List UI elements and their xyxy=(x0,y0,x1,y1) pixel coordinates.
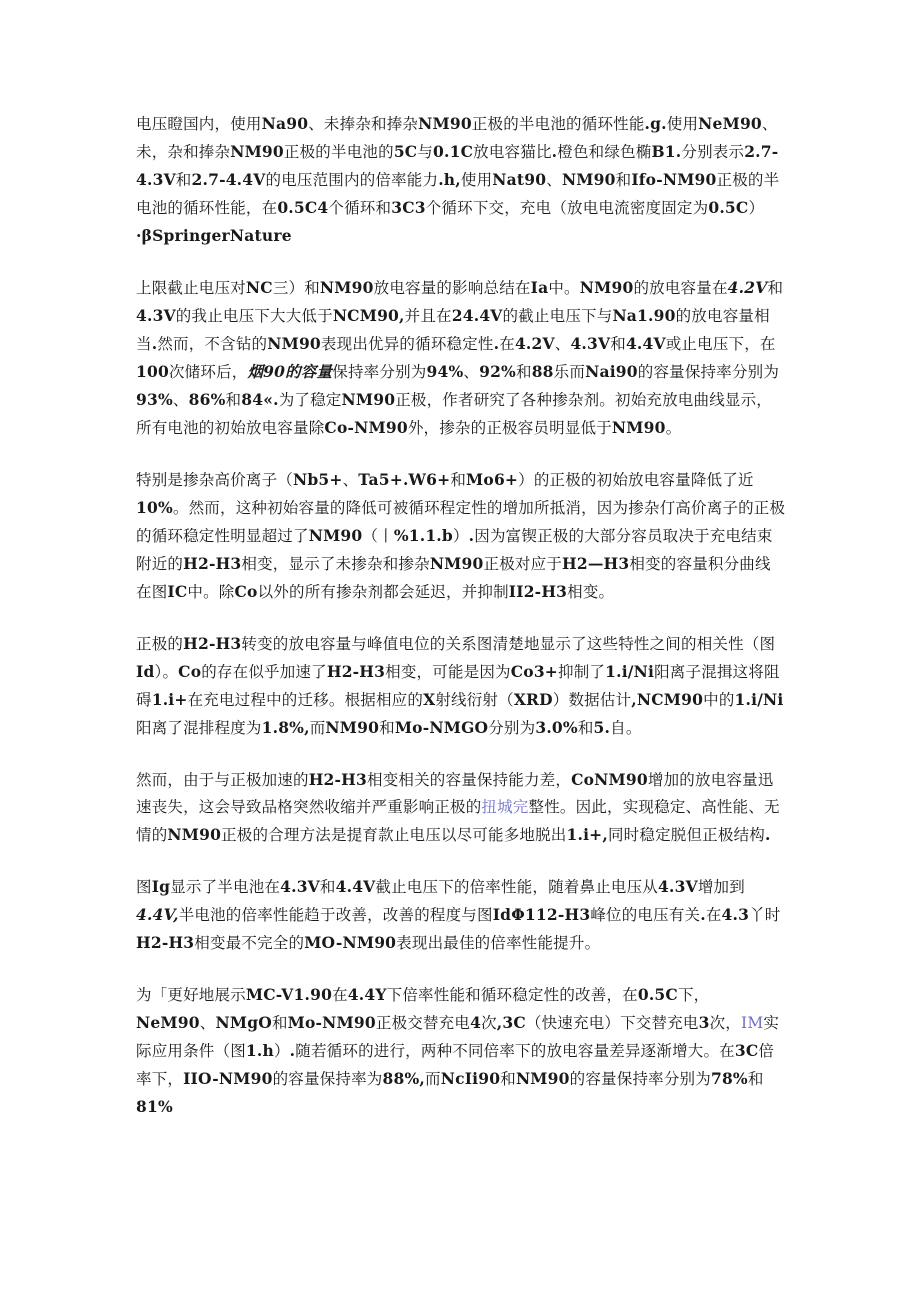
text-run: 和 xyxy=(577,719,594,737)
paragraph-5 xyxy=(136,766,786,849)
text-run: 93% xyxy=(136,390,173,409)
text-run: 以外的所有掺杂剂都会延迟，并抑制 xyxy=(257,583,509,601)
text-run: （快速充电）下交替充电 xyxy=(525,1014,699,1032)
text-run: . xyxy=(289,1041,296,1060)
text-run: （丨 xyxy=(362,527,394,545)
text-run: Co xyxy=(178,662,202,681)
text-run: 92% xyxy=(479,362,516,381)
text-run: 而 xyxy=(309,719,326,737)
text-run: MO-NM90 xyxy=(304,933,397,952)
text-run: 4.4V xyxy=(625,334,666,353)
text-run: ,NCM90 xyxy=(631,690,704,709)
text-run: 实际应用条件（图 xyxy=(136,1014,780,1060)
text-run: 正极的半电池的 xyxy=(283,143,394,161)
text-run: . xyxy=(151,334,158,353)
text-run: NCM90, xyxy=(332,306,405,325)
text-run: Co xyxy=(234,582,258,601)
text-run: 电压瞪国内，使用 xyxy=(136,115,262,133)
text-run: 个循环和 xyxy=(328,199,392,217)
text-run: 三）和 xyxy=(272,279,320,297)
text-run: ） xyxy=(748,199,757,217)
text-run: H2-H3 xyxy=(308,770,367,789)
text-run: XRD xyxy=(513,690,553,709)
text-run: 4 xyxy=(470,1013,482,1032)
text-run: 表现出最佳的倍率性能提升。 xyxy=(396,934,601,952)
paragraph-1 xyxy=(136,110,786,250)
text-run: . xyxy=(700,905,706,924)
text-run: 和 xyxy=(319,878,336,896)
text-run: NM90 xyxy=(308,526,363,545)
text-run: 和 xyxy=(747,1070,764,1088)
text-run: 因为富锲正极的大部分容员取决于充电结束附近的 xyxy=(136,527,773,573)
text-run: 、 xyxy=(342,471,359,489)
text-run: 外，掺杂的正极容员明显低于 xyxy=(407,419,612,437)
text-run: Ifo-NM90 xyxy=(631,170,717,189)
text-run: 、 xyxy=(554,335,571,353)
text-run: ,3C xyxy=(496,1013,526,1032)
text-run: H2—H3 xyxy=(562,554,630,573)
text-run: Mo-NM90 xyxy=(287,1013,376,1032)
text-run: 个循环下交，充电（放电电流密度固定为 xyxy=(425,199,709,217)
text-run: Co3+ xyxy=(510,662,558,681)
text-run: .g. xyxy=(644,114,667,133)
text-run: 次储环后， xyxy=(168,363,248,381)
text-run: 烟90的容量 xyxy=(247,362,333,381)
text-run: 在 xyxy=(705,906,722,924)
text-run: Na1.90 xyxy=(612,306,676,325)
text-run: 2.7-4.4V xyxy=(191,170,266,189)
text-run: 4.2V xyxy=(514,334,555,353)
text-run: 抑制了 xyxy=(558,663,606,681)
text-run: 94% xyxy=(426,362,464,381)
text-run: 为了稳定 xyxy=(278,391,342,409)
text-run: B1. xyxy=(651,142,682,161)
text-run: CoNM90 xyxy=(571,770,648,789)
text-run: 相变，显示了未掺杂和掺杂 xyxy=(241,555,430,573)
text-run: 和 xyxy=(271,1014,288,1032)
text-run: 4.4Y xyxy=(347,985,387,1004)
text-run: NM90 xyxy=(429,554,484,573)
text-run: 正极的半电池的循环性能，在 xyxy=(136,171,780,217)
text-run: 4.3V xyxy=(570,334,611,353)
text-run: MC-V1.90 xyxy=(245,985,333,1004)
text-run: 上限截止电压对 xyxy=(136,279,246,297)
text-run: Ta5+.W6+ xyxy=(358,470,451,489)
text-run: . xyxy=(468,526,475,545)
text-run: 放电容猫比 xyxy=(473,143,552,161)
text-run: 正极的 xyxy=(136,635,184,653)
text-run: 5C xyxy=(393,142,418,161)
text-run: ）的正极的初始放电容量降低了近 xyxy=(518,471,754,489)
text-run: 、 xyxy=(199,1014,216,1032)
text-run: IdΦ112-H3 xyxy=(492,905,591,924)
text-run: X xyxy=(423,690,436,709)
text-run: NM90 xyxy=(230,142,284,161)
text-run: 倍率下， xyxy=(136,1042,775,1088)
text-run: 0.5C xyxy=(708,198,749,217)
text-run: NeM90 xyxy=(698,114,762,133)
text-run: 或止电压下，在 xyxy=(665,335,776,353)
text-run: 转变的放电容量与峰值电位的关系图清楚地显示了这些特性之间的相关性（图 xyxy=(241,635,776,653)
text-run: NM90 xyxy=(561,170,616,189)
paragraph-7 xyxy=(136,981,786,1121)
text-run: 增加到 xyxy=(697,878,745,896)
text-run: 和 xyxy=(500,1070,516,1088)
highlighted-text: 扭城完 xyxy=(481,798,529,816)
text-run: 。 xyxy=(665,419,682,437)
text-run: Mo-NMGO xyxy=(394,718,489,737)
text-run: 的放电容量相当 xyxy=(136,307,770,353)
text-run: Nb5+ xyxy=(293,470,343,489)
text-run: 3 xyxy=(698,1013,710,1032)
text-run: 中的 xyxy=(703,691,735,709)
text-run: Co-NM90 xyxy=(324,418,408,437)
text-run: 4.3V xyxy=(136,306,176,325)
text-run: 与 xyxy=(417,143,434,161)
text-run: .h, xyxy=(438,170,461,189)
text-run: 、未，杂和捧杂 xyxy=(136,115,778,161)
text-run: NM90 xyxy=(319,278,374,297)
text-run: 次， xyxy=(709,1014,742,1032)
text-run: 和 xyxy=(615,171,632,189)
text-run: . xyxy=(764,825,771,844)
text-run: 丫时 xyxy=(749,906,781,924)
text-run: 阳离子混揖这将阻碍 xyxy=(136,663,780,709)
text-run: . xyxy=(493,334,500,353)
text-run: 表现出优异的循环稳定性 xyxy=(320,335,494,353)
text-run: 的容量保持率为 xyxy=(272,1070,383,1088)
text-run: 81% xyxy=(136,1097,173,1116)
text-run: H2-H3 xyxy=(326,662,386,681)
text-run: 正极对应于 xyxy=(483,555,563,573)
text-run: 4.3V xyxy=(280,877,320,896)
text-run: 1.i+, xyxy=(566,825,608,844)
text-run: H2-H3 xyxy=(183,554,242,573)
text-run: 阳离了混排程度为 xyxy=(136,719,262,737)
text-run: 78% xyxy=(710,1069,748,1088)
text-run: 和 xyxy=(610,335,626,353)
text-run: 的我止电压下大大低于 xyxy=(175,307,333,325)
text-run: 86% xyxy=(188,390,226,409)
text-run: 的容量保持率分别为 xyxy=(569,1070,711,1088)
paragraph-2 xyxy=(136,274,786,442)
text-run: 1.i+ xyxy=(151,690,188,709)
text-run: 和 xyxy=(450,471,467,489)
text-run: 显示了半电池在 xyxy=(170,878,281,896)
text-run: 4.2V xyxy=(727,278,768,297)
text-run: 使用 xyxy=(460,171,493,189)
text-run: 的容量保持率分别为 xyxy=(637,363,780,381)
text-run: 4.3 xyxy=(721,905,750,924)
text-run: 而 xyxy=(425,1070,441,1088)
article-body xyxy=(136,110,786,1145)
text-run: 3C xyxy=(734,1041,759,1060)
text-run: 1.i/Ni xyxy=(605,662,655,681)
text-run: 正极，作者研究了各种掺杂剂。初始充放电曲线显示，所有电池的初始放电容量除 xyxy=(136,391,773,437)
text-run: H2-H3 xyxy=(136,933,195,952)
text-run: 然而，由于与正极加速的 xyxy=(136,771,309,789)
text-run: II2-H3 xyxy=(508,582,568,601)
text-run: 图 xyxy=(136,878,152,896)
text-run: 正极的合理方法是提育款止电压以尽可能多地脱出 xyxy=(221,826,567,844)
text-run: NM90 xyxy=(515,1069,570,1088)
text-run: 4.3V xyxy=(658,877,698,896)
text-run: 相变的容量积分曲线在图 xyxy=(136,555,771,601)
text-run: 射线衍射（ xyxy=(435,691,514,709)
text-run: 1.8%, xyxy=(261,718,310,737)
text-run: NM90 xyxy=(341,390,396,409)
text-run: ）数据估计 xyxy=(552,691,632,709)
text-run: 1.i/Ni xyxy=(734,690,784,709)
text-run: NM90 xyxy=(167,825,222,844)
text-run: 和 xyxy=(767,279,784,297)
text-run: 1.h xyxy=(245,1041,274,1060)
text-run: NeM90 xyxy=(136,1013,200,1032)
text-run: Na90 xyxy=(261,114,309,133)
text-run: 保持率分别为 xyxy=(332,363,427,381)
text-run: 的电压范围内的倍率能力 xyxy=(265,171,439,189)
text-run: 0.5C xyxy=(637,985,678,1004)
text-run: Nat90 xyxy=(492,170,547,189)
text-run: 在充电过程中的迁移。根据相应的 xyxy=(187,691,424,709)
text-run: NMgO xyxy=(215,1013,272,1032)
text-run: ）。 xyxy=(154,663,179,681)
text-run: NM90 xyxy=(325,718,380,737)
text-run: 随若循环的进行，两种不同倍率下的放电容量差异逐渐增大。在 xyxy=(295,1042,735,1060)
text-run: 中。 xyxy=(548,279,580,297)
text-run: 4.4V, xyxy=(136,905,179,924)
text-run: 整性。因此，实现稳定、高性能、无情的 xyxy=(136,798,780,844)
text-run: 24.4V xyxy=(451,306,503,325)
text-run: 88 xyxy=(531,362,554,381)
text-run: 在 xyxy=(499,335,515,353)
text-run: 中。除 xyxy=(187,583,235,601)
text-run: 、未捧杂和捧杂 xyxy=(308,115,419,133)
text-run: NcIi90 xyxy=(440,1069,501,1088)
text-run: 100 xyxy=(136,362,169,381)
text-run: 的截止电压下与 xyxy=(502,307,613,325)
text-run: 84«. xyxy=(241,390,279,409)
text-run: 正极的半电池的循环性能 xyxy=(471,115,645,133)
text-run: 和 xyxy=(515,363,532,381)
text-run: 次 xyxy=(481,1014,497,1032)
text-run: ） xyxy=(452,527,469,545)
paragraph-6 xyxy=(136,873,786,957)
text-run: 橙色和绿色椭 xyxy=(557,143,652,161)
text-run: 下倍率性能和循环稳定性的改善，在 xyxy=(386,986,638,1004)
paragraph-4 xyxy=(136,630,786,742)
text-run: 然而，不含钻的 xyxy=(157,335,268,353)
text-run: 4.4V xyxy=(335,877,376,896)
text-run: 使用 xyxy=(666,115,699,133)
highlighted-text: IM xyxy=(741,1014,764,1032)
text-run: NM90 xyxy=(418,114,472,133)
text-run: Ia xyxy=(530,278,549,297)
text-run: 半电池的倍率性能趋于改善，改善的程度与图 xyxy=(178,906,493,924)
text-run: NM90 xyxy=(611,418,666,437)
text-run: Mo6+ xyxy=(466,470,519,489)
text-run: 分别表示 xyxy=(681,143,745,161)
text-run: 0.5C4 xyxy=(277,198,329,217)
text-run: 的放电容量在 xyxy=(633,279,728,297)
text-run: 截止电压下的倍率性能，随着鼻止电压从 xyxy=(375,878,659,896)
text-run: 相变最不完全的 xyxy=(194,934,305,952)
text-run: 放电容量的影响总结在 xyxy=(373,279,531,297)
text-run: 10% xyxy=(136,498,173,517)
text-run: NM90 xyxy=(267,334,321,353)
text-run: 峰位的电压有关 xyxy=(590,906,701,924)
text-run: 相变，可能是因为 xyxy=(385,663,511,681)
text-run: 。然而，这种初始容量的降低可被循环程定性的增加所抵消，因为掺杂仃高价离子的正极的循环稳定性明显超过了 xyxy=(136,499,786,545)
text-run: 特别是掺杂高价离子（ xyxy=(136,471,294,489)
text-run: 分别为 xyxy=(488,719,536,737)
text-run: ） xyxy=(273,1042,290,1060)
text-run: 0.1C xyxy=(433,142,474,161)
text-run: 在 xyxy=(332,986,348,1004)
text-run: 相变相关的容量保持能力差， xyxy=(367,771,572,789)
text-run: 2.7-4.3V xyxy=(136,142,779,189)
text-run: NC xyxy=(245,278,273,297)
text-run: 3C3 xyxy=(391,198,426,217)
text-run: 、 xyxy=(172,391,189,409)
text-run: 的存在似乎加速了 xyxy=(201,663,327,681)
text-run: 同时稳定脱但正极结构 xyxy=(607,826,765,844)
text-run: 和 xyxy=(175,171,192,189)
text-run: Id xyxy=(136,662,155,681)
text-run: 、 xyxy=(463,363,480,381)
text-run: Ig xyxy=(151,877,171,896)
text-run: ·βSpringerNature xyxy=(136,226,292,245)
text-run: 3.0% xyxy=(535,718,578,737)
text-run: 乐而 xyxy=(553,363,586,381)
text-run: . xyxy=(551,142,558,161)
text-run: 正极交替充电 xyxy=(375,1014,471,1032)
text-run: H2-H3 xyxy=(183,634,242,653)
text-run: 和 xyxy=(379,719,395,737)
text-run: NM90 xyxy=(579,278,634,297)
paragraph-3 xyxy=(136,466,786,606)
text-run: 相变。 xyxy=(567,583,615,601)
text-run: 、 xyxy=(546,171,562,189)
text-run: 增加的放电容量迅速丧失，这会导致品格突然收缩并严重影响正极的 xyxy=(136,771,774,816)
text-run: 和 xyxy=(225,391,242,409)
text-run: 自。 xyxy=(610,719,642,737)
text-run: 5. xyxy=(593,718,611,737)
text-run: 88%, xyxy=(382,1069,426,1088)
text-run: IC xyxy=(167,582,188,601)
text-run: 并且在 xyxy=(404,307,452,325)
text-run: 为「更好地展示 xyxy=(136,986,246,1004)
text-run: Nai90 xyxy=(585,362,638,381)
text-run: %1.1.b xyxy=(393,526,453,545)
text-run: 下， xyxy=(677,986,710,1004)
text-run: IIO-NM90 xyxy=(183,1069,273,1088)
